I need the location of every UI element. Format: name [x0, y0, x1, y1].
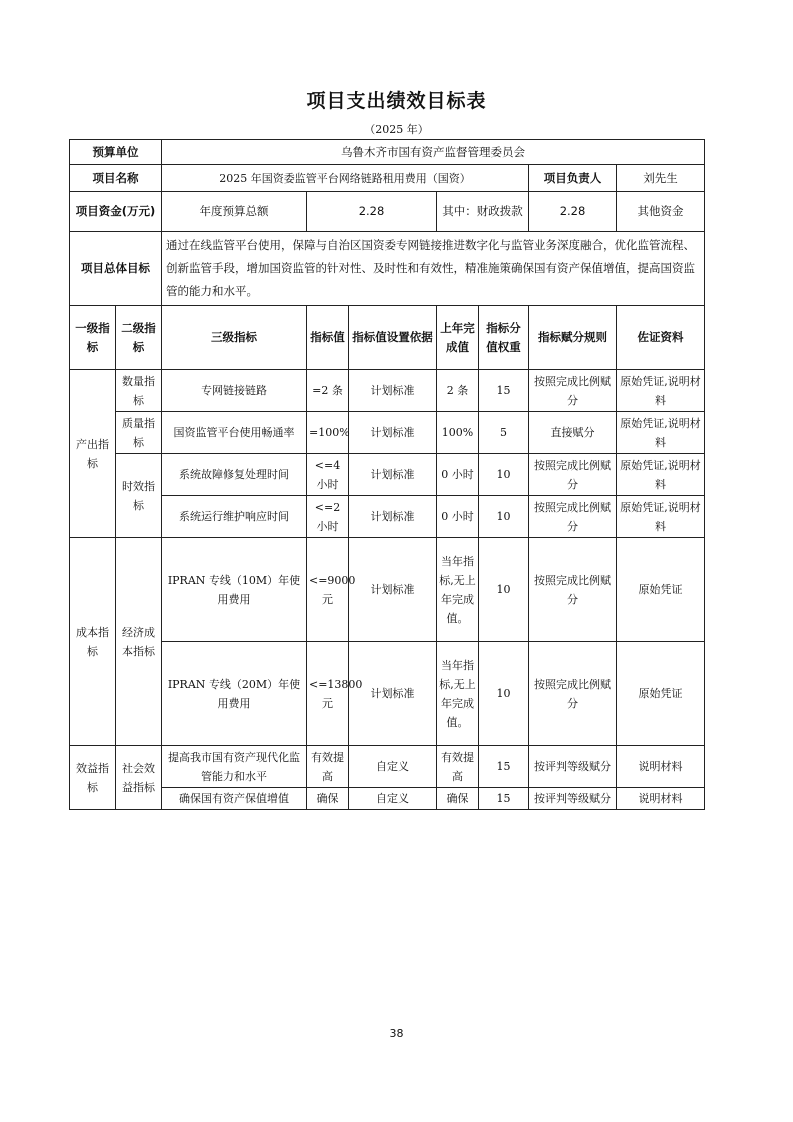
header-value: 指标值 — [307, 306, 349, 370]
level2-quality: 质量指标 — [116, 412, 162, 454]
header-level3: 三级指标 — [162, 306, 307, 370]
last-year-cell: 0 小时 — [437, 496, 479, 538]
value-cell: <=4 小时 — [307, 454, 349, 496]
evidence-cell: 原始凭证 — [617, 538, 705, 642]
level3-cell: 系统故障修复处理时间 — [162, 454, 307, 496]
last-year-cell: 当年指标,无上年完成值。 — [437, 642, 479, 746]
annual-budget-label: 年度预算总额 — [162, 192, 307, 232]
value-cell: 有效提高 — [307, 746, 349, 788]
weight-cell: 10 — [479, 454, 529, 496]
project-leader-value: 刘先生 — [617, 165, 705, 192]
table-row — [70, 412, 705, 454]
evidence-cell: 原始凭证,说明材料 — [617, 370, 705, 412]
last-year-cell: 100% — [437, 412, 479, 454]
header-last-year: 上年完成值 — [437, 306, 479, 370]
level3-cell: 系统运行维护响应时间 — [162, 496, 307, 538]
value-cell: 确保 — [307, 788, 349, 810]
basis-cell: 计划标准 — [349, 454, 437, 496]
level1-benefit: 效益指标 — [70, 746, 116, 810]
table-row — [70, 496, 705, 538]
level1-output: 产出指标 — [70, 370, 116, 538]
project-leader-label: 项目负责人 — [529, 165, 617, 192]
fiscal-allocation-label: 其中：财政拨款 — [437, 192, 529, 232]
weight-cell: 5 — [479, 412, 529, 454]
overall-goal-text: 通过在线监管平台使用，保障与自治区国资委专网链接推进数字化与监管业务深度融合，优化监管流程、创新监管手段，增加国资监管的针对性、及时性和有效性，精准施策确保国有资产保值增值，提高国资监管的能力和水平。 — [162, 232, 705, 306]
header-level2: 二级指标 — [116, 306, 162, 370]
year-label: （2025 年） — [364, 123, 429, 136]
weight-cell: 10 — [479, 538, 529, 642]
evidence-cell: 原始凭证,说明材料 — [617, 454, 705, 496]
value-cell: =2 条 — [307, 370, 349, 412]
last-year-cell: 0 小时 — [437, 454, 479, 496]
value-cell: <=13800 元 — [307, 642, 349, 746]
rule-cell: 直接赋分 — [529, 412, 617, 454]
basis-cell: 计划标准 — [349, 538, 437, 642]
value-cell: <=9000 元 — [307, 538, 349, 642]
weight-cell: 15 — [479, 788, 529, 810]
table-row — [70, 746, 705, 788]
level3-cell: 专网链接链路 — [162, 370, 307, 412]
budget-unit-label: 预算单位 — [70, 140, 162, 165]
basis-cell: 计划标准 — [349, 496, 437, 538]
weight-cell: 15 — [479, 370, 529, 412]
value-cell: =100% — [307, 412, 349, 454]
rule-cell: 按照完成比例赋分 — [529, 496, 617, 538]
budget-unit-value: 乌鲁木齐市国有资产监督管理委员会 — [162, 140, 705, 165]
header-basis: 指标值设置依据 — [349, 306, 437, 370]
page-title: 项目支出绩效目标表 — [306, 90, 487, 112]
evidence-cell: 说明材料 — [617, 788, 705, 810]
header-weight: 指标分值权重 — [479, 306, 529, 370]
table-row — [70, 788, 705, 810]
level3-cell: IPRAN 专线（10M）年使用费用 — [162, 538, 307, 642]
fiscal-allocation-value: 2.28 — [529, 192, 617, 232]
last-year-cell: 当年指标,无上年完成值。 — [437, 538, 479, 642]
basis-cell: 计划标准 — [349, 642, 437, 746]
value-cell: <=2 小时 — [307, 496, 349, 538]
evidence-cell: 说明材料 — [617, 746, 705, 788]
other-funds-label: 其他资金 — [617, 192, 705, 232]
rule-cell: 按照完成比例赋分 — [529, 642, 617, 746]
project-name-label: 项目名称 — [70, 165, 162, 192]
level1-cost: 成本指标 — [70, 538, 116, 746]
last-year-cell: 有效提高 — [437, 746, 479, 788]
level3-cell: 国资监管平台使用畅通率 — [162, 412, 307, 454]
level3-cell: 确保国有资产保值增值 — [162, 788, 307, 810]
header-rule: 指标赋分规则 — [529, 306, 617, 370]
level2-social: 社会效益指标 — [116, 746, 162, 810]
evidence-cell: 原始凭证,说明材料 — [617, 496, 705, 538]
project-name-value: 2025 年国资委监管平台网络链路租用费用（国资） — [162, 165, 529, 192]
last-year-cell: 确保 — [437, 788, 479, 810]
table-row — [70, 370, 705, 412]
table-row — [70, 642, 705, 746]
annual-budget-value: 2.28 — [307, 192, 437, 232]
basis-cell: 计划标准 — [349, 412, 437, 454]
weight-cell: 15 — [479, 746, 529, 788]
rule-cell: 按照完成比例赋分 — [529, 538, 617, 642]
level3-cell: IPRAN 专线（20M）年使用费用 — [162, 642, 307, 746]
basis-cell: 自定义 — [349, 746, 437, 788]
basis-cell: 自定义 — [349, 788, 437, 810]
basis-cell: 计划标准 — [349, 370, 437, 412]
weight-cell: 10 — [479, 642, 529, 746]
evidence-cell: 原始凭证,说明材料 — [617, 412, 705, 454]
level2-quantity: 数量指标 — [116, 370, 162, 412]
overall-goal-label: 项目总体目标 — [70, 232, 162, 306]
page-number: 38 — [389, 1027, 404, 1040]
table-row — [70, 454, 705, 496]
rule-cell: 按照完成比例赋分 — [529, 370, 617, 412]
level2-timeliness: 时效指标 — [116, 454, 162, 538]
rule-cell: 按评判等级赋分 — [529, 746, 617, 788]
rule-cell: 按照完成比例赋分 — [529, 454, 617, 496]
rule-cell: 按评判等级赋分 — [529, 788, 617, 810]
performance-target-table — [69, 139, 705, 810]
weight-cell: 10 — [479, 496, 529, 538]
last-year-cell: 2 条 — [437, 370, 479, 412]
project-funds-label: 项目资金(万元) — [70, 192, 162, 232]
level3-cell: 提高我市国有资产现代化监管能力和水平 — [162, 746, 307, 788]
header-level1: 一级指标 — [70, 306, 116, 370]
evidence-cell: 原始凭证 — [617, 642, 705, 746]
level2-economic: 经济成本指标 — [116, 538, 162, 746]
header-evidence: 佐证资料 — [617, 306, 705, 370]
table-row — [70, 538, 705, 642]
